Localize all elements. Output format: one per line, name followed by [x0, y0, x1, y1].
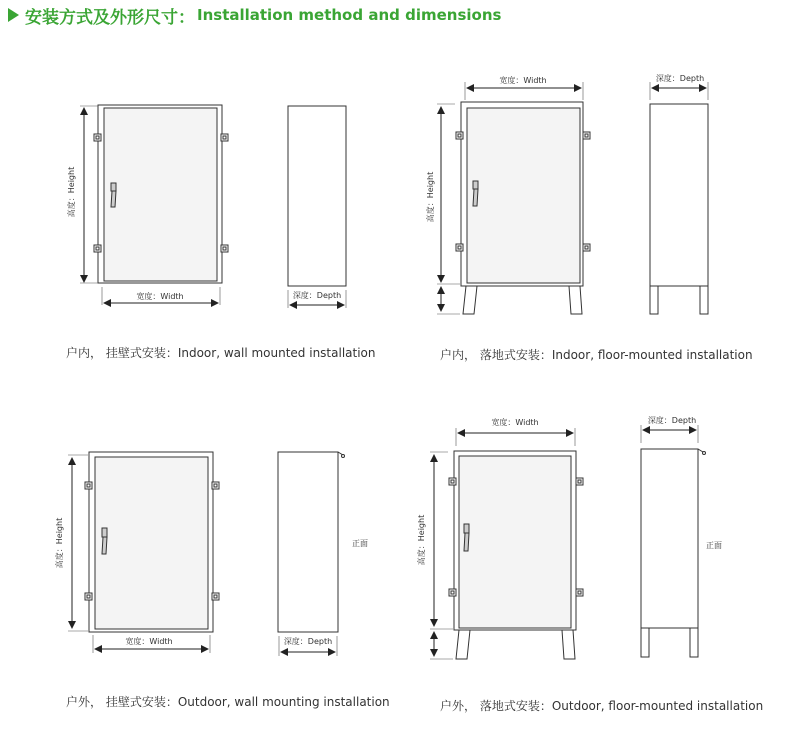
handle-icon: [111, 183, 116, 207]
outdoor-floor-cabinet-side: [641, 449, 706, 657]
height-label: 高度：Height: [55, 517, 64, 569]
height-label: 高度：Height: [67, 166, 76, 218]
indoor-wall-cabinet-front: [94, 105, 228, 283]
depth-label: 深度：Depth: [292, 291, 342, 300]
handle-icon: [464, 524, 469, 551]
indoor-wall-cabinet-side: [288, 106, 346, 286]
width-label: 宽度：Width: [125, 637, 173, 646]
caption-outdoor-wall: 户外， 挂壁式安装：Outdoor, wall mounting installation: [66, 695, 390, 709]
title-chinese: 安装方式及外形尺寸：: [25, 7, 195, 28]
front-label: 正面: [352, 539, 368, 548]
caption-indoor-floor: 户内， 落地式安装：Indoor, floor-mounted installation: [440, 348, 753, 362]
width-label: 宽度：Width: [136, 292, 184, 301]
depth-label: 深度：Depth: [655, 74, 705, 83]
caption-outdoor-floor: 户外， 落地式安装：Outdoor, floor-mounted installation: [440, 699, 764, 713]
outdoor-wall-cabinet-side: [278, 452, 345, 632]
handle-icon: [473, 181, 478, 206]
depth-label: 深度：Depth: [283, 637, 333, 646]
outdoor-wall-cabinet-front: [85, 452, 219, 632]
depth-label: 深度：Depth: [647, 416, 697, 425]
handle-icon: [102, 528, 107, 554]
height-label: 高度：Height: [417, 514, 426, 566]
height-label: 高度：Height: [426, 171, 435, 223]
title-english: Installation method and dimensions: [197, 6, 502, 24]
indoor-floor-cabinet-side: [650, 104, 708, 314]
indoor-floor-cabinet-front: [456, 102, 590, 314]
width-label: 宽度：Width: [491, 418, 539, 427]
caption-indoor-wall: 户内， 挂壁式安装：Indoor, wall mounted installation: [66, 346, 376, 360]
outdoor-floor-cabinet-front: [449, 451, 583, 659]
width-label: 宽度：Width: [499, 76, 547, 85]
front-label: 正面: [706, 541, 722, 550]
